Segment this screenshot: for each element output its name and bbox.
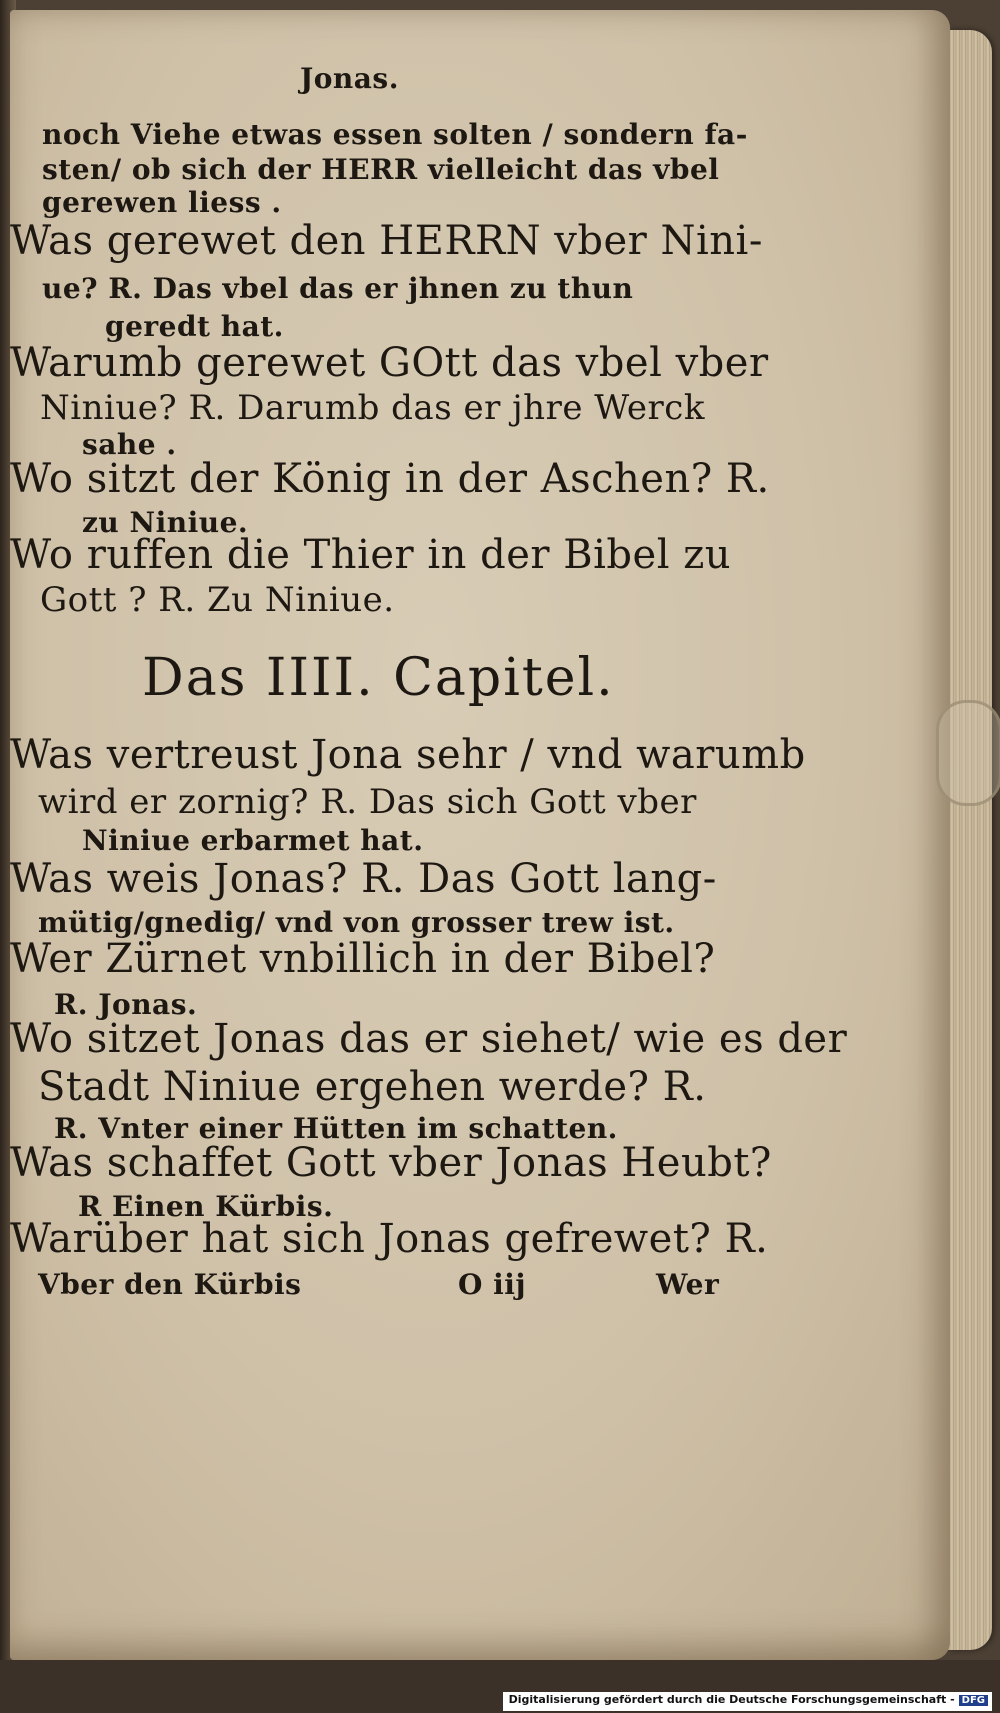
- question-line: Gott ? R. Zu Niniue.: [40, 580, 395, 620]
- question-line: Wo sitzt der König in der Aschen? R.: [10, 456, 770, 502]
- text-line: sten/ ob sich der HERR vielleicht das vbel: [42, 153, 720, 186]
- chapter-heading: Das IIII. Capitel.: [142, 648, 615, 708]
- text-line: R. Vnter einer Hütten im schatten.: [54, 1112, 618, 1145]
- text-line: R Einen Kürbis.: [78, 1190, 334, 1223]
- question-line: Warumb gerewet GOtt das vbel vber: [10, 340, 769, 386]
- question-line: Stadt Niniue ergehen werde? R.: [38, 1064, 707, 1110]
- question-line: Wer Zürnet vnbillich in der Bibel?: [10, 936, 716, 982]
- text-line: Niniue erbarmet hat.: [82, 824, 424, 857]
- text-line: Vber den Kürbis: [38, 1268, 302, 1301]
- text-line: ue? R. Das vbel das er jhnen zu thun: [42, 272, 634, 305]
- question-line: wird er zornig? R. Das sich Gott vber: [38, 782, 697, 822]
- text-line: sahe .: [82, 428, 177, 461]
- question-line: Niniue? R. Darumb das er jhre Werck: [40, 388, 705, 428]
- running-head: Jonas.: [300, 62, 399, 95]
- text-line: R. Jonas.: [54, 988, 198, 1021]
- question-line: Was gerewet den HERRN vber Nini-: [10, 218, 763, 264]
- signature-mark: O iij: [458, 1268, 527, 1301]
- catchword: Wer: [656, 1268, 720, 1301]
- question-line: Warüber hat sich Jonas gefrewet? R.: [10, 1216, 769, 1262]
- question-line: Was schaffet Gott vber Jonas Heubt?: [10, 1140, 772, 1186]
- question-line: Was weis Jonas? R. Das Gott lang-: [10, 856, 717, 902]
- page-edges: [948, 30, 992, 1650]
- text-line: zu Niniue.: [82, 506, 249, 539]
- text-line: mütig/gnedig/ vnd von grosser trew ist.: [38, 906, 675, 939]
- text-line: geredt hat.: [105, 310, 284, 343]
- question-line: Wo sitzet Jonas das er siehet/ wie es der: [10, 1016, 848, 1062]
- dfg-logo: DFG: [959, 1695, 988, 1706]
- book-page: [10, 10, 950, 1660]
- footer-credit: [503, 1692, 992, 1711]
- text-line: gerewen liess .: [42, 186, 282, 219]
- question-line: Wo ruffen die Thier in der Bibel zu: [10, 532, 732, 578]
- question-line: Was vertreust Jona sehr / vnd warumb: [10, 732, 806, 778]
- page-clip: [936, 700, 1000, 806]
- text-line: noch Viehe etwas essen solten / sondern fa-: [42, 118, 748, 151]
- credit-text: Digitalisierung gefördert durch die Deutsche Forschungsgemeinschaft -: [508, 1693, 955, 1706]
